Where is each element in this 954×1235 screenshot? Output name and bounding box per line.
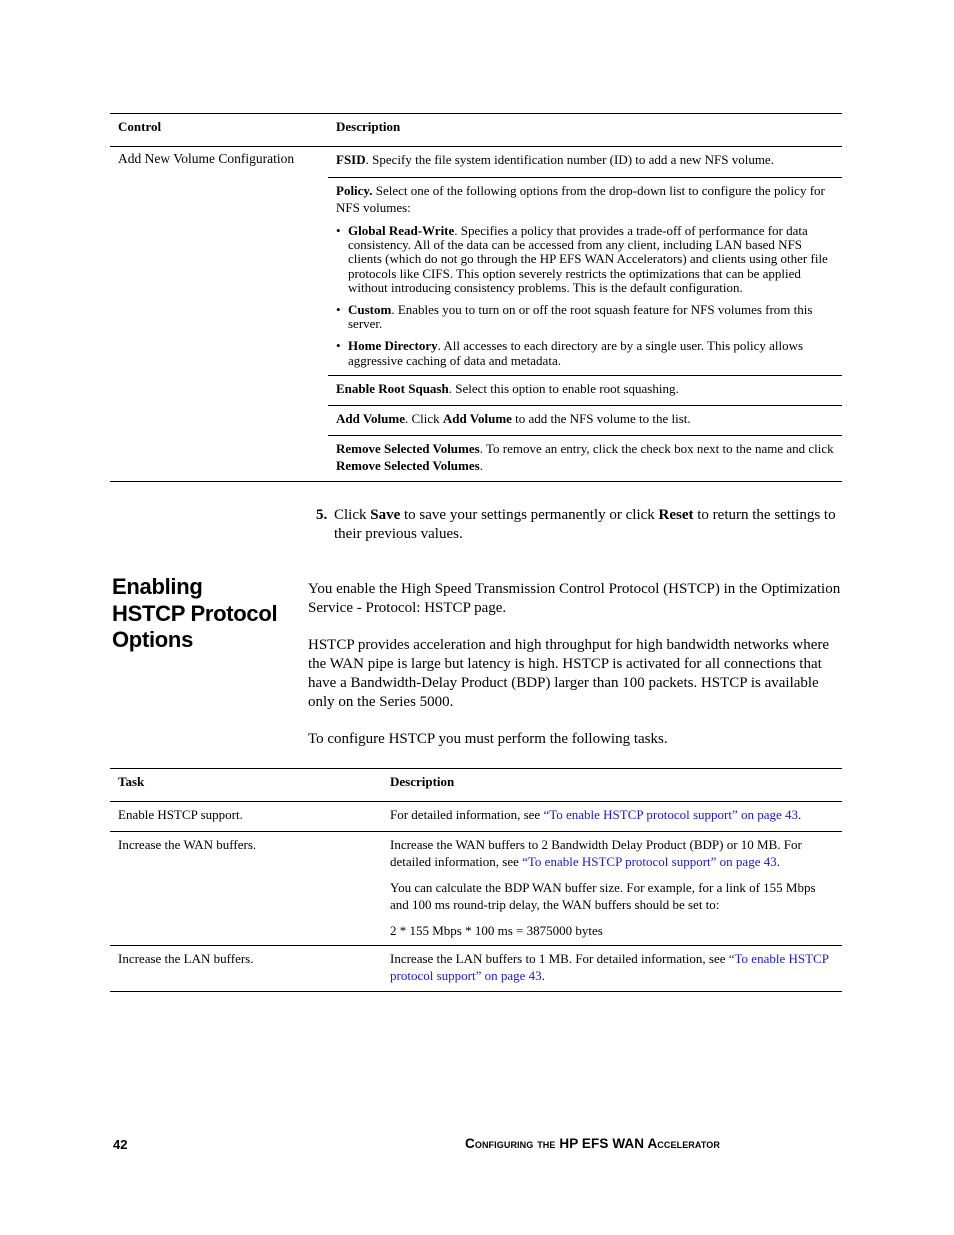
header-description: Description (336, 119, 401, 134)
task-desc-text: Increase the LAN buffers to 1 MB. For detailed information, see (390, 951, 729, 966)
task-desc-end: . (541, 968, 545, 983)
desc-remove-volumes (328, 436, 842, 481)
step-text-1: Click (334, 507, 371, 523)
step-text-2: to save your settings permanently or click (400, 507, 659, 523)
task-name: Increase the LAN buffers. (118, 951, 254, 966)
section-heading (112, 574, 297, 654)
table-row (110, 802, 842, 832)
desc-fsid (328, 147, 842, 178)
bdp-explanation: You can calculate the BDP WAN buffer size. For example, for a link of 155 Mbps and 100 ms round-trip delay, the WAN buffers should be set to: (390, 880, 816, 912)
running-title: Configuring the HP EFS WAN Accelerator (465, 1136, 720, 1151)
policy-option-term: Custom (348, 302, 392, 318)
desc-add-volume (328, 406, 842, 436)
header-task: Task (118, 774, 145, 789)
text-remove-end: . (479, 457, 483, 473)
policy-option (336, 303, 838, 331)
policy-options-list (336, 224, 838, 368)
text-policy: Select one of the following options from the drop-down list to configure the policy for NFS volumes: (336, 183, 825, 215)
tasks-table-header (110, 769, 842, 802)
text-root-squash: . Select this option to enable root squashing. (448, 380, 679, 396)
term-root-squash: Enable Root Squash (336, 380, 449, 396)
section-body (308, 580, 844, 768)
control-descriptions (328, 147, 842, 481)
step-save-term: Save (370, 507, 401, 523)
heading-line: Options (112, 627, 194, 652)
term-add-volume: Add Volume (336, 410, 405, 426)
task-name: Increase the WAN buffers. (118, 837, 257, 852)
controls-table-body (110, 147, 842, 481)
page-number: 42 (113, 1137, 128, 1152)
step-number: 5. (316, 507, 328, 523)
term-policy: Policy. (336, 183, 373, 198)
hstcp-support-link[interactable]: “To enable HSTCP protocol support” on page 43 (390, 951, 829, 983)
body-paragraph: You enable the High Speed Transmission Control Protocol (HSTCP) in the Optimization Service - Protocol: HSTCP page. (308, 581, 841, 616)
task-description (382, 802, 842, 831)
policy-option-text: . Specifies a policy that provides a trade-off of performance for data consistency. All of the data can be accessed from any client, including LAN based NFS clients (which do not go through the HP EFS WAN Accelerators) and clients using other file protocols like CIFS. This option severely restricts the optimizations that can be applied without introducing consistency problems. This is the default configuration. (348, 223, 828, 295)
hstcp-support-link[interactable]: “To enable HSTCP protocol support” on page 43 (543, 807, 799, 822)
bdp-formula: 2 * 155 Mbps * 100 ms = 3875000 bytes (390, 923, 603, 938)
text-add-volume-mid: . Click (405, 410, 443, 426)
policy-option-text: . All accesses to each directory are by a single user. This policy allows aggressive caching of data and metadata. (348, 338, 804, 368)
heading-line: Enabling (112, 574, 203, 599)
desc-root-squash (328, 376, 842, 406)
term-remove: Remove Selected Volumes (336, 440, 480, 456)
header-description: Description (390, 774, 455, 789)
text-add-volume: to add the NFS volume to the list. (511, 410, 691, 426)
term-add-volume-2: Add Volume (442, 410, 512, 426)
task-desc-end: . (776, 854, 780, 869)
task-desc-text: Increase the WAN buffers to 2 Bandwidth Delay Product (BDP) or 10 MB. For detailed information, see (390, 837, 802, 869)
step-reset-term: Reset (658, 507, 694, 523)
header-control: Control (118, 119, 162, 134)
tasks-table (110, 768, 842, 992)
step-text-3: to return the settings to their previous values. (334, 507, 836, 542)
policy-option (336, 339, 838, 367)
table-row (110, 832, 842, 946)
heading-line: HSTCP Protocol (112, 600, 278, 626)
policy-option (336, 224, 838, 295)
policy-option-text: . Enables you to turn on or off the root squash feature for NFS volumes from this server. (348, 302, 813, 332)
controls-table (110, 113, 842, 482)
step-5 (316, 506, 844, 544)
task-desc-end: . (798, 807, 802, 822)
text-remove: . To remove an entry, click the check box next to the name and click (479, 440, 834, 456)
policy-option-term: Home Directory (348, 338, 438, 354)
task-name: Enable HSTCP support. (118, 807, 243, 822)
task-description (382, 832, 842, 945)
control-name: Add New Volume Configuration (118, 151, 295, 166)
task-description (382, 946, 842, 991)
policy-option-term: Global Read-Write (348, 223, 455, 238)
body-paragraph: HSTCP provides acceleration and high throughput for high bandwidth networks where the WAN pipe is large but latency is high. HSTCP is activated for all connections that have a Bandwidth-Delay Product (BDP) larger than 100 packets. HSTCP is available only on the Series 5000. (308, 637, 830, 710)
body-paragraph: To configure HSTCP you must perform the following tasks. (308, 731, 668, 748)
table-row (110, 946, 842, 991)
term-remove-2: Remove Selected Volumes (336, 457, 480, 473)
text-fsid: . Specify the file system identification number (ID) to add a new NFS volume. (365, 152, 774, 167)
desc-policy (328, 178, 842, 376)
step-text (334, 506, 844, 544)
hstcp-support-link[interactable]: “To enable HSTCP protocol support” on page 43 (522, 854, 777, 869)
term-fsid: FSID (336, 152, 366, 167)
controls-table-header (110, 114, 842, 147)
task-desc-text: For detailed information, see (390, 807, 544, 822)
